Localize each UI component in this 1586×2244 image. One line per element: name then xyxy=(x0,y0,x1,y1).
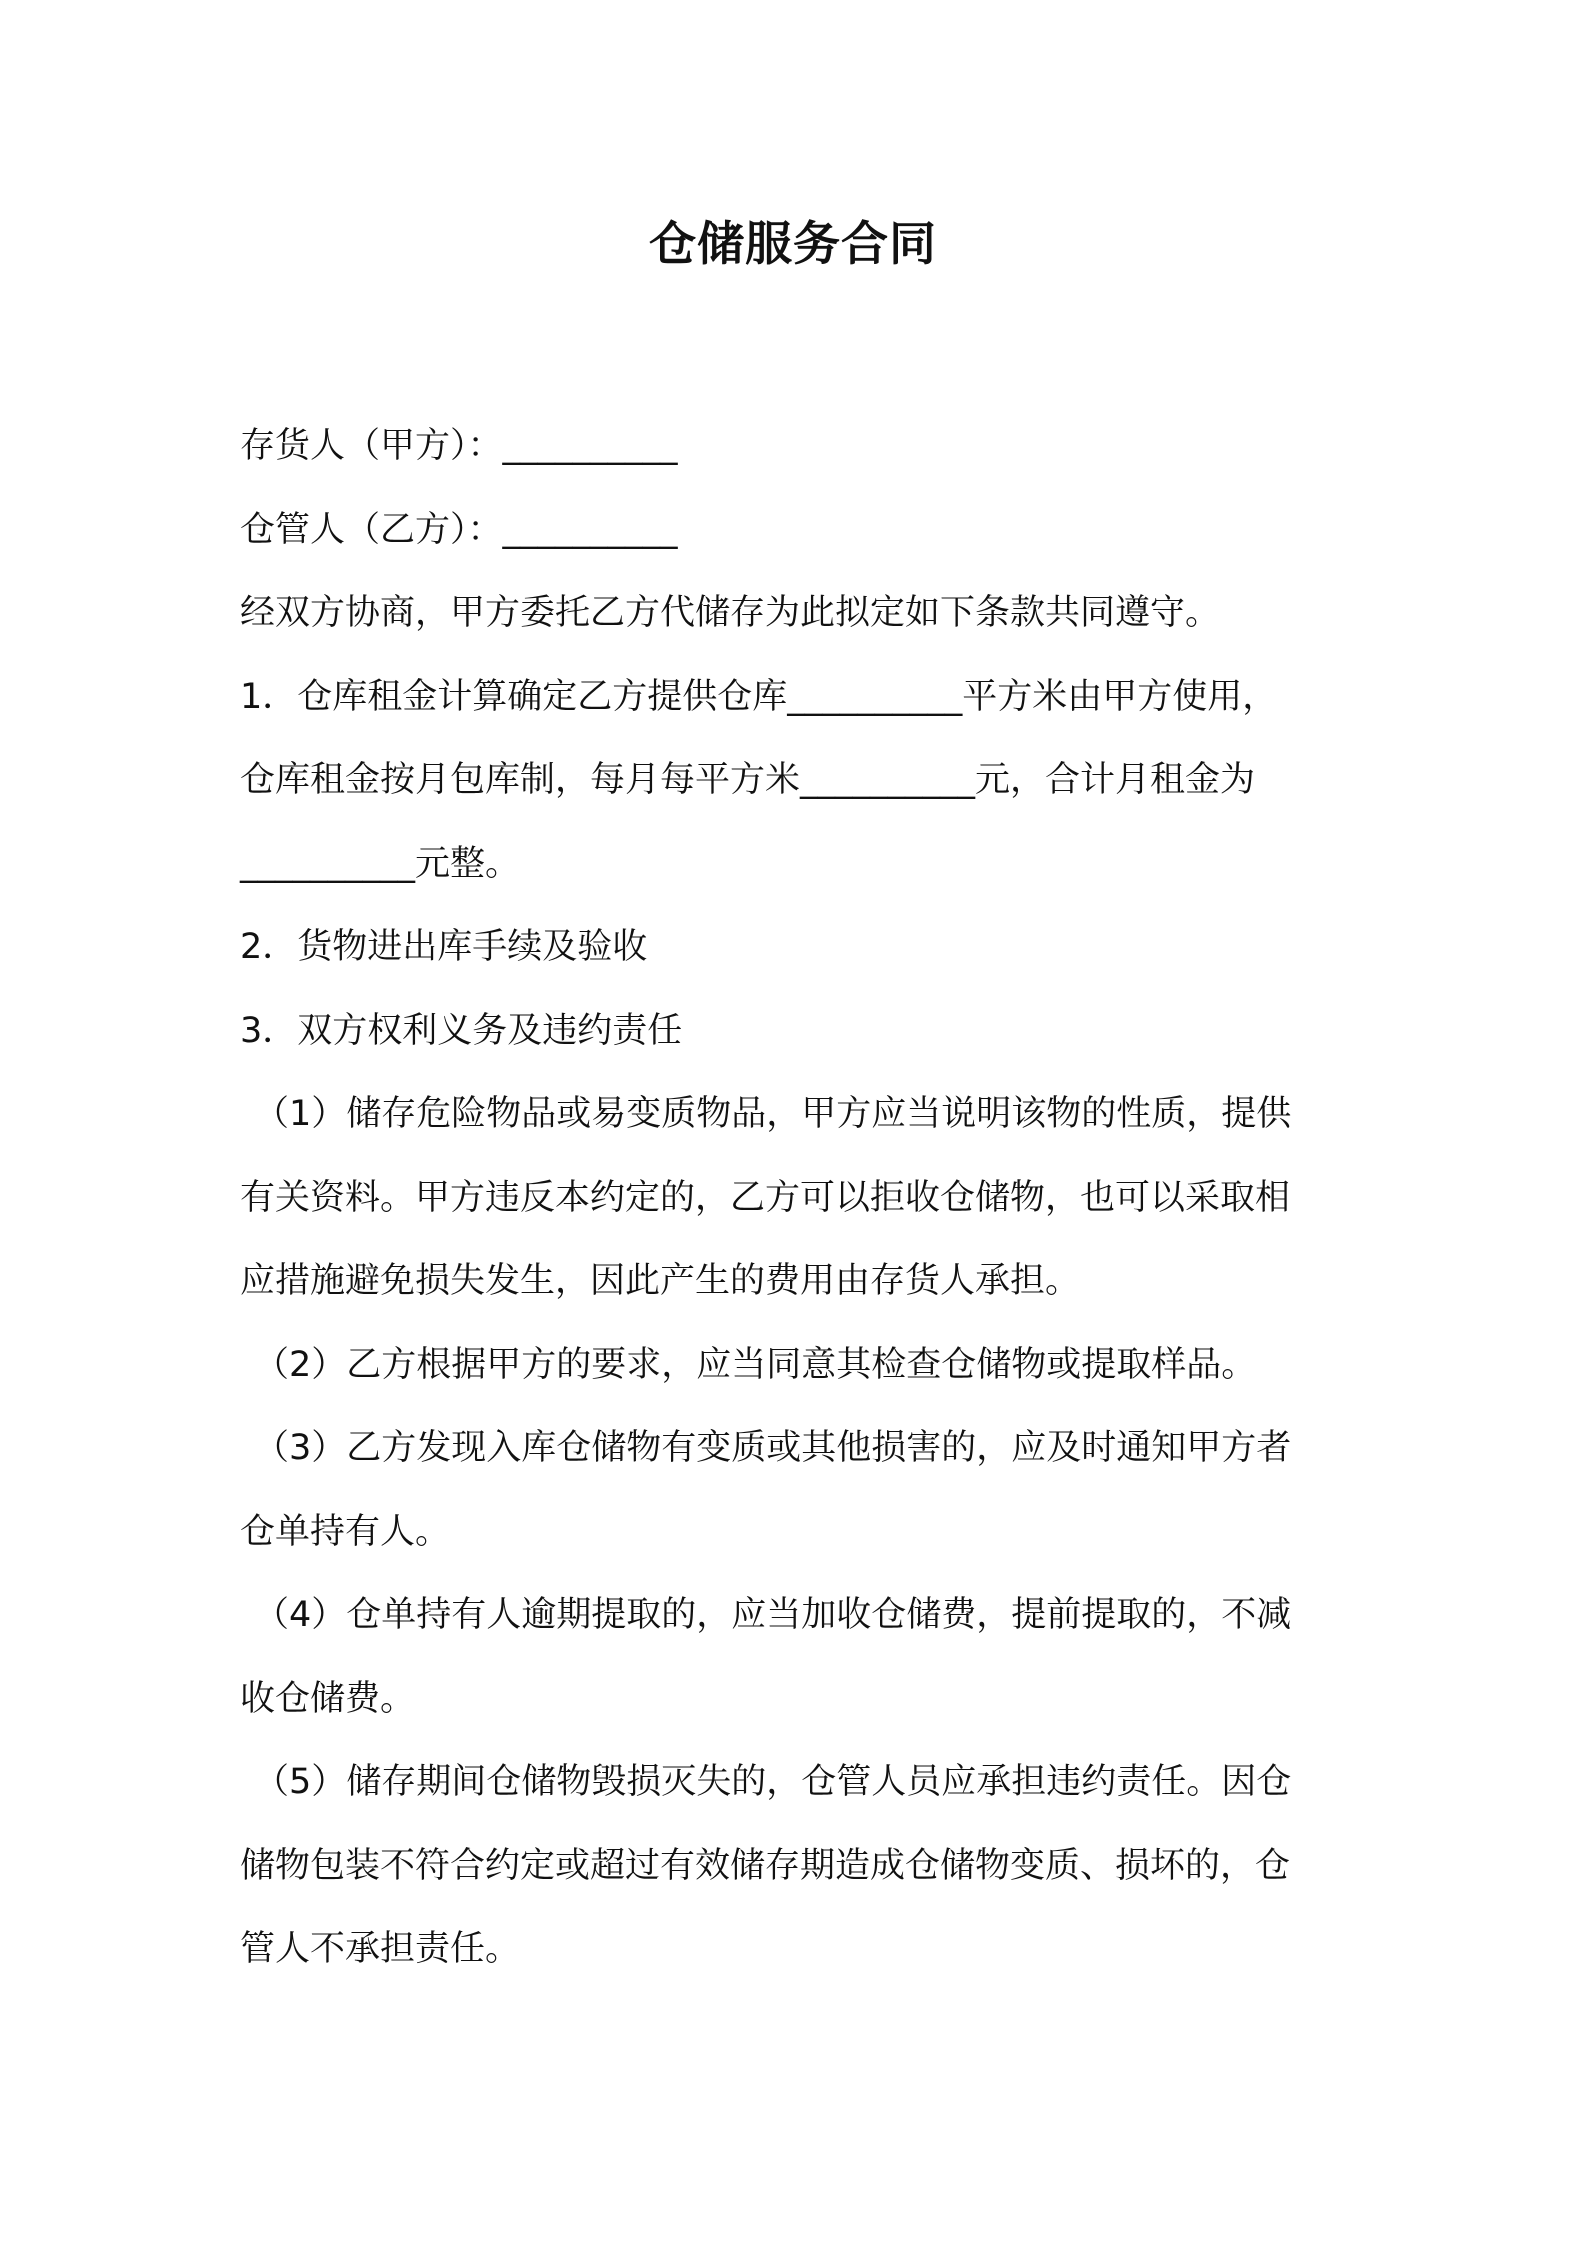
item-1-line-2: 有关资料。甲方违反本约定的，乙方可以拒收仓储物，也可以采取相 xyxy=(240,1177,1291,1218)
item-4-line-2: 收仓储费。 xyxy=(240,1678,416,1719)
clause-3-heading: 3．双方权利义务及违约责任 xyxy=(240,1010,683,1051)
item-3-line-1: （3）乙方发现入库仓储物有变质或其他损害的，应及时通知甲方者 xyxy=(254,1428,1292,1468)
clause-1-line-2: 仓库租金按月包库制，每月每平方米__________元，合计月租金为 xyxy=(240,760,1256,800)
item-5-line-1: （5）储存期间仓储物毁损灭失的，仓管人员应承担违约责任。因仓 xyxy=(254,1762,1292,1802)
item-4-line-1: （4）仓单持有人逾期提取的，应当加收仓储费，提前提取的，不减 xyxy=(254,1595,1292,1635)
item-2-line-1: （2）乙方根据甲方的要求，应当同意其检查仓储物或提取样品。 xyxy=(254,1344,1257,1385)
item-5-line-3: 管人不承担责任。 xyxy=(240,1929,521,1969)
item-1-line-1: （1）储存危险物品或易变质物品，甲方应当说明该物的性质，提供 xyxy=(254,1094,1292,1134)
document-title: 仓储服务合同 xyxy=(649,217,937,272)
clause-2-heading: 2．货物进出库手续及验收 xyxy=(240,927,648,967)
item-5-line-2: 储物包装不符合约定或超过有效储存期造成仓储物变质、损坏的，仓 xyxy=(240,1845,1291,1886)
clause-1-line-1: 1．仓库租金计算确定乙方提供仓库__________平方米由甲方使用， xyxy=(240,676,1278,717)
clause-1-line-3: __________元整。 xyxy=(240,843,521,884)
item-3-line-2: 仓单持有人。 xyxy=(240,1511,451,1552)
party-a-line: 存货人（甲方）：__________ xyxy=(240,426,678,466)
item-1-line-3: 应措施避免损失发生，因此产生的费用由存货人承担。 xyxy=(240,1261,1081,1301)
party-b-line: 仓管人（乙方）：__________ xyxy=(240,509,678,550)
preamble-line: 经双方协商，甲方委托乙方代储存为此拟定如下条款共同遵守。 xyxy=(240,593,1221,633)
document-body xyxy=(240,405,1360,1992)
